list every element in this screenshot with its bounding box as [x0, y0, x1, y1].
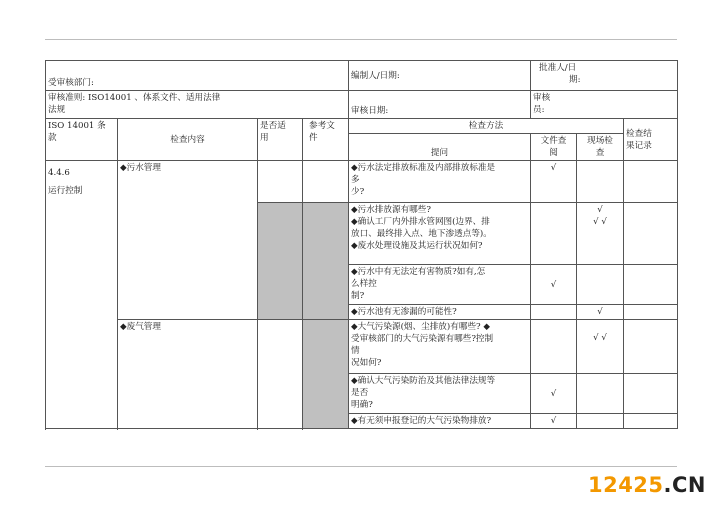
ref-cell-2 [303, 320, 349, 429]
doc-check-2-1 [531, 320, 577, 374]
doc-check-1-2 [531, 203, 577, 265]
col-site-header [577, 134, 624, 161]
col-clause-header [46, 119, 118, 161]
result-cell-2-3 [624, 414, 678, 429]
col-ref-line2: 件 [309, 133, 318, 143]
doc-check-2-2: √ [531, 374, 577, 414]
editor-label: 编制人/日期: [351, 70, 400, 81]
doc-check-1-3: √ [531, 265, 577, 305]
clause-cell [46, 161, 118, 429]
question-2-3: ◆有无须申报登记的大气污染物排放? [349, 414, 531, 429]
approver-label-line2: 期: [569, 75, 581, 85]
site-check-1-2: √ √ √ [577, 203, 624, 265]
site-check-2-1: √ √ [577, 320, 624, 374]
site-check-2-3 [577, 414, 624, 429]
content-cell-exhaust [118, 320, 258, 429]
doc-check-1-1: √ [531, 161, 577, 203]
result-cell-1-3 [624, 265, 678, 305]
col-doc-line2: 阅 [549, 148, 558, 158]
question-1-1: ◆污水法定排放标准及内部排放标准是 多 少? [349, 161, 531, 203]
col-applicable-line1: 是否适 [260, 121, 286, 131]
col-doc-line1: 文件查 [540, 136, 567, 146]
col-question-header [349, 134, 531, 161]
col-ref-line1: 参考文 [309, 121, 335, 131]
col-applicable-line2: 用 [260, 133, 269, 143]
col-ref-header [303, 119, 349, 161]
standard-cell [46, 91, 349, 119]
watermark-suffix: .CN [663, 473, 706, 497]
result-cell-1-2 [624, 203, 678, 265]
audit-checklist-table [45, 60, 678, 429]
applicable-cell-1b [258, 203, 303, 320]
col-result-line2: 果记录 [626, 140, 652, 151]
site-check-2-2 [577, 374, 624, 414]
applicable-cell-1 [258, 161, 303, 203]
col-question-label: 提问 [430, 148, 449, 158]
col-result-header [624, 119, 678, 161]
result-cell-1-4 [624, 305, 678, 320]
top-rule [45, 39, 677, 40]
approver-label-line1: 批准人/日 [539, 63, 577, 73]
site-watermark-logo [588, 473, 706, 497]
doc-check-2-3: √ [531, 414, 577, 429]
col-site-line2: 查 [595, 148, 605, 158]
question-2-1: ◆大气污染源(烟、尘排放)有哪些? ◆ 受审核部门的大气污染源有哪些?控制 情 况如何? [349, 320, 531, 374]
col-result-line1: 检查结 [626, 128, 652, 139]
col-site-line1: 现场检 [587, 136, 613, 146]
standard-label-line1: 审核准则: ISO14001 、体系文件、适用法律 [48, 93, 221, 103]
ref-cell-1 [303, 161, 349, 203]
col-content-label: 检查内容 [170, 134, 205, 145]
auditor-label-line2: 员: [533, 105, 545, 115]
auditor-label-line1: 审核 [533, 93, 551, 103]
question-2-2: ◆确认大气污染防治及其他法律法规等 是否 明确? [349, 374, 531, 414]
col-doc-header [531, 134, 577, 161]
result-cell-1-1 [624, 161, 678, 203]
editor-cell [349, 61, 531, 91]
ref-cell-1b [303, 203, 349, 320]
watermark-number: 12425 [587, 473, 664, 497]
clause-number: 4.4.6 [48, 168, 70, 178]
result-cell-2-1 [624, 320, 678, 374]
content-cell-wastewater [118, 161, 258, 320]
doc-check-1-4 [531, 305, 577, 320]
audit-date-cell [349, 91, 531, 119]
dept-cell [46, 61, 349, 91]
dept-label: 受审核部门: [48, 78, 94, 88]
result-cell-2-2 [624, 374, 678, 414]
approver-cell [531, 61, 678, 91]
col-method-label: 检查方法 [468, 121, 504, 131]
site-check-1-1 [577, 161, 624, 203]
col-clause-line1: ISO 14001 条 [48, 121, 106, 131]
col-applicable-header [258, 119, 303, 161]
col-clause-line2: 款 [48, 133, 57, 143]
question-1-2: ◆污水排放源有哪些? ◆确认工厂内外排水管网图(边界、排 放口、最终排入点、地下渗透点等)。 ◆废水处理设施及其运行状况如何? [349, 203, 531, 265]
auditor-cell [531, 91, 678, 119]
site-check-1-4: √ [577, 305, 624, 320]
site-check-1-3 [577, 265, 624, 305]
content-wastewater: ◆污水管理 [120, 163, 161, 173]
audit-date-label: 审核日期: [351, 106, 389, 116]
question-1-3: ◆污水中有无法定有害物质?如有,怎 么样控 制? [349, 265, 531, 305]
bottom-rule [45, 466, 677, 467]
col-method-header [349, 119, 624, 134]
content-exhaust: ◆废气管理 [120, 322, 161, 332]
standard-label-line2: 法规 [48, 105, 66, 115]
col-content-header [118, 119, 258, 161]
applicable-cell-2 [258, 320, 303, 429]
clause-name: 运行控制 [48, 186, 83, 196]
question-1-4: ◆污水池有无渗漏的可能性? [349, 305, 531, 320]
